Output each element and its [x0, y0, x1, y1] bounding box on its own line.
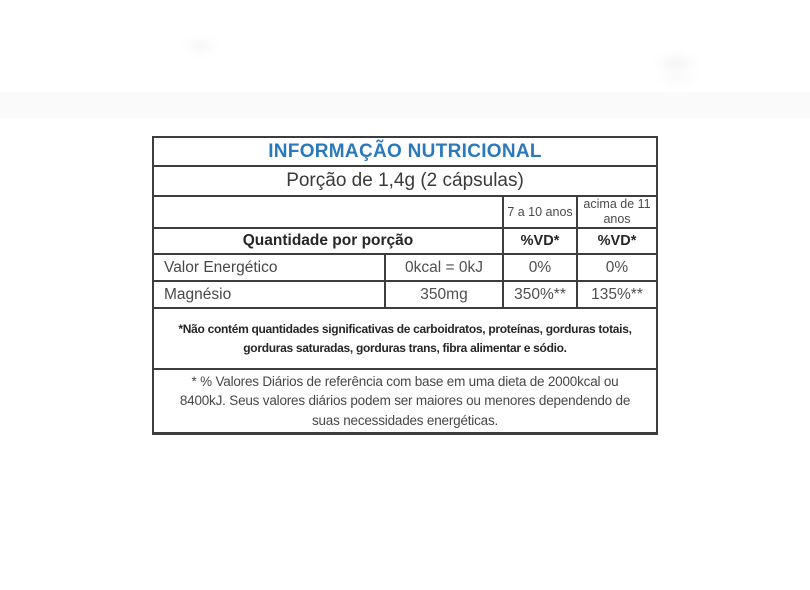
table-title: INFORMAÇÃO NUTRICIONAL: [153, 137, 657, 166]
nutrient-vd-11-plus: 0%: [577, 254, 657, 281]
age-header-empty-cell: [153, 196, 503, 228]
daily-values-reference-note-row: [153, 369, 657, 434]
age-group-11-line2: anos: [603, 212, 631, 226]
nutrient-vd-7-10: 350%**: [503, 281, 577, 308]
vd-header-7-10: %VD*: [503, 228, 577, 254]
note-line: gorduras saturadas, gorduras trans, fibra alimentar e sódio.: [243, 340, 567, 355]
note-line: suas necessidades energéticas.: [311, 412, 499, 428]
nutrient-amount: 0kcal = 0kJ: [385, 254, 503, 281]
no-significant-amounts-note-row: [153, 308, 657, 369]
note-line: *Não contém quantidades significativas de carboidratos, proteínas, gorduras totais,: [178, 321, 632, 336]
note-line: * % Valores Diários de referência com base em uma dieta de 2000kcal ou: [191, 373, 619, 389]
scan-artifact: [662, 74, 692, 82]
table-row-energy: [153, 254, 657, 281]
nutrient-vd-7-10: 0%: [503, 254, 577, 281]
quantity-per-serving-label: Quantidade por porção: [153, 228, 503, 254]
scan-artifact: [660, 58, 694, 68]
age-group-11-plus: [577, 196, 657, 228]
nutrient-name: Valor Energético: [153, 254, 385, 281]
table-title-row: [153, 137, 657, 166]
nutrient-amount: 350mg: [385, 281, 503, 308]
note-line: 8400kJ. Seus valores diários podem ser maiores ou menores dependendo de: [179, 393, 631, 409]
nutrient-vd-11-plus: 135%**: [577, 281, 657, 308]
scan-artifact: [188, 42, 214, 50]
no-significant-amounts-note: [153, 308, 657, 369]
age-group-11-line1: acima de 11: [583, 197, 651, 211]
vd-header-11-plus: %VD*: [577, 228, 657, 254]
daily-values-reference-note: [153, 369, 657, 434]
quantity-header-row: [153, 228, 657, 254]
nutrition-facts-table: [152, 136, 658, 435]
background-scan-band: [0, 92, 810, 118]
age-groups-row: [153, 196, 657, 228]
nutrient-name: Magnésio: [153, 281, 385, 308]
age-group-7-10: 7 a 10 anos: [503, 196, 577, 228]
serving-size-text: Porção de 1,4g (2 cápsulas): [153, 166, 657, 196]
serving-row: [153, 166, 657, 196]
table-row-magnesium: [153, 281, 657, 308]
